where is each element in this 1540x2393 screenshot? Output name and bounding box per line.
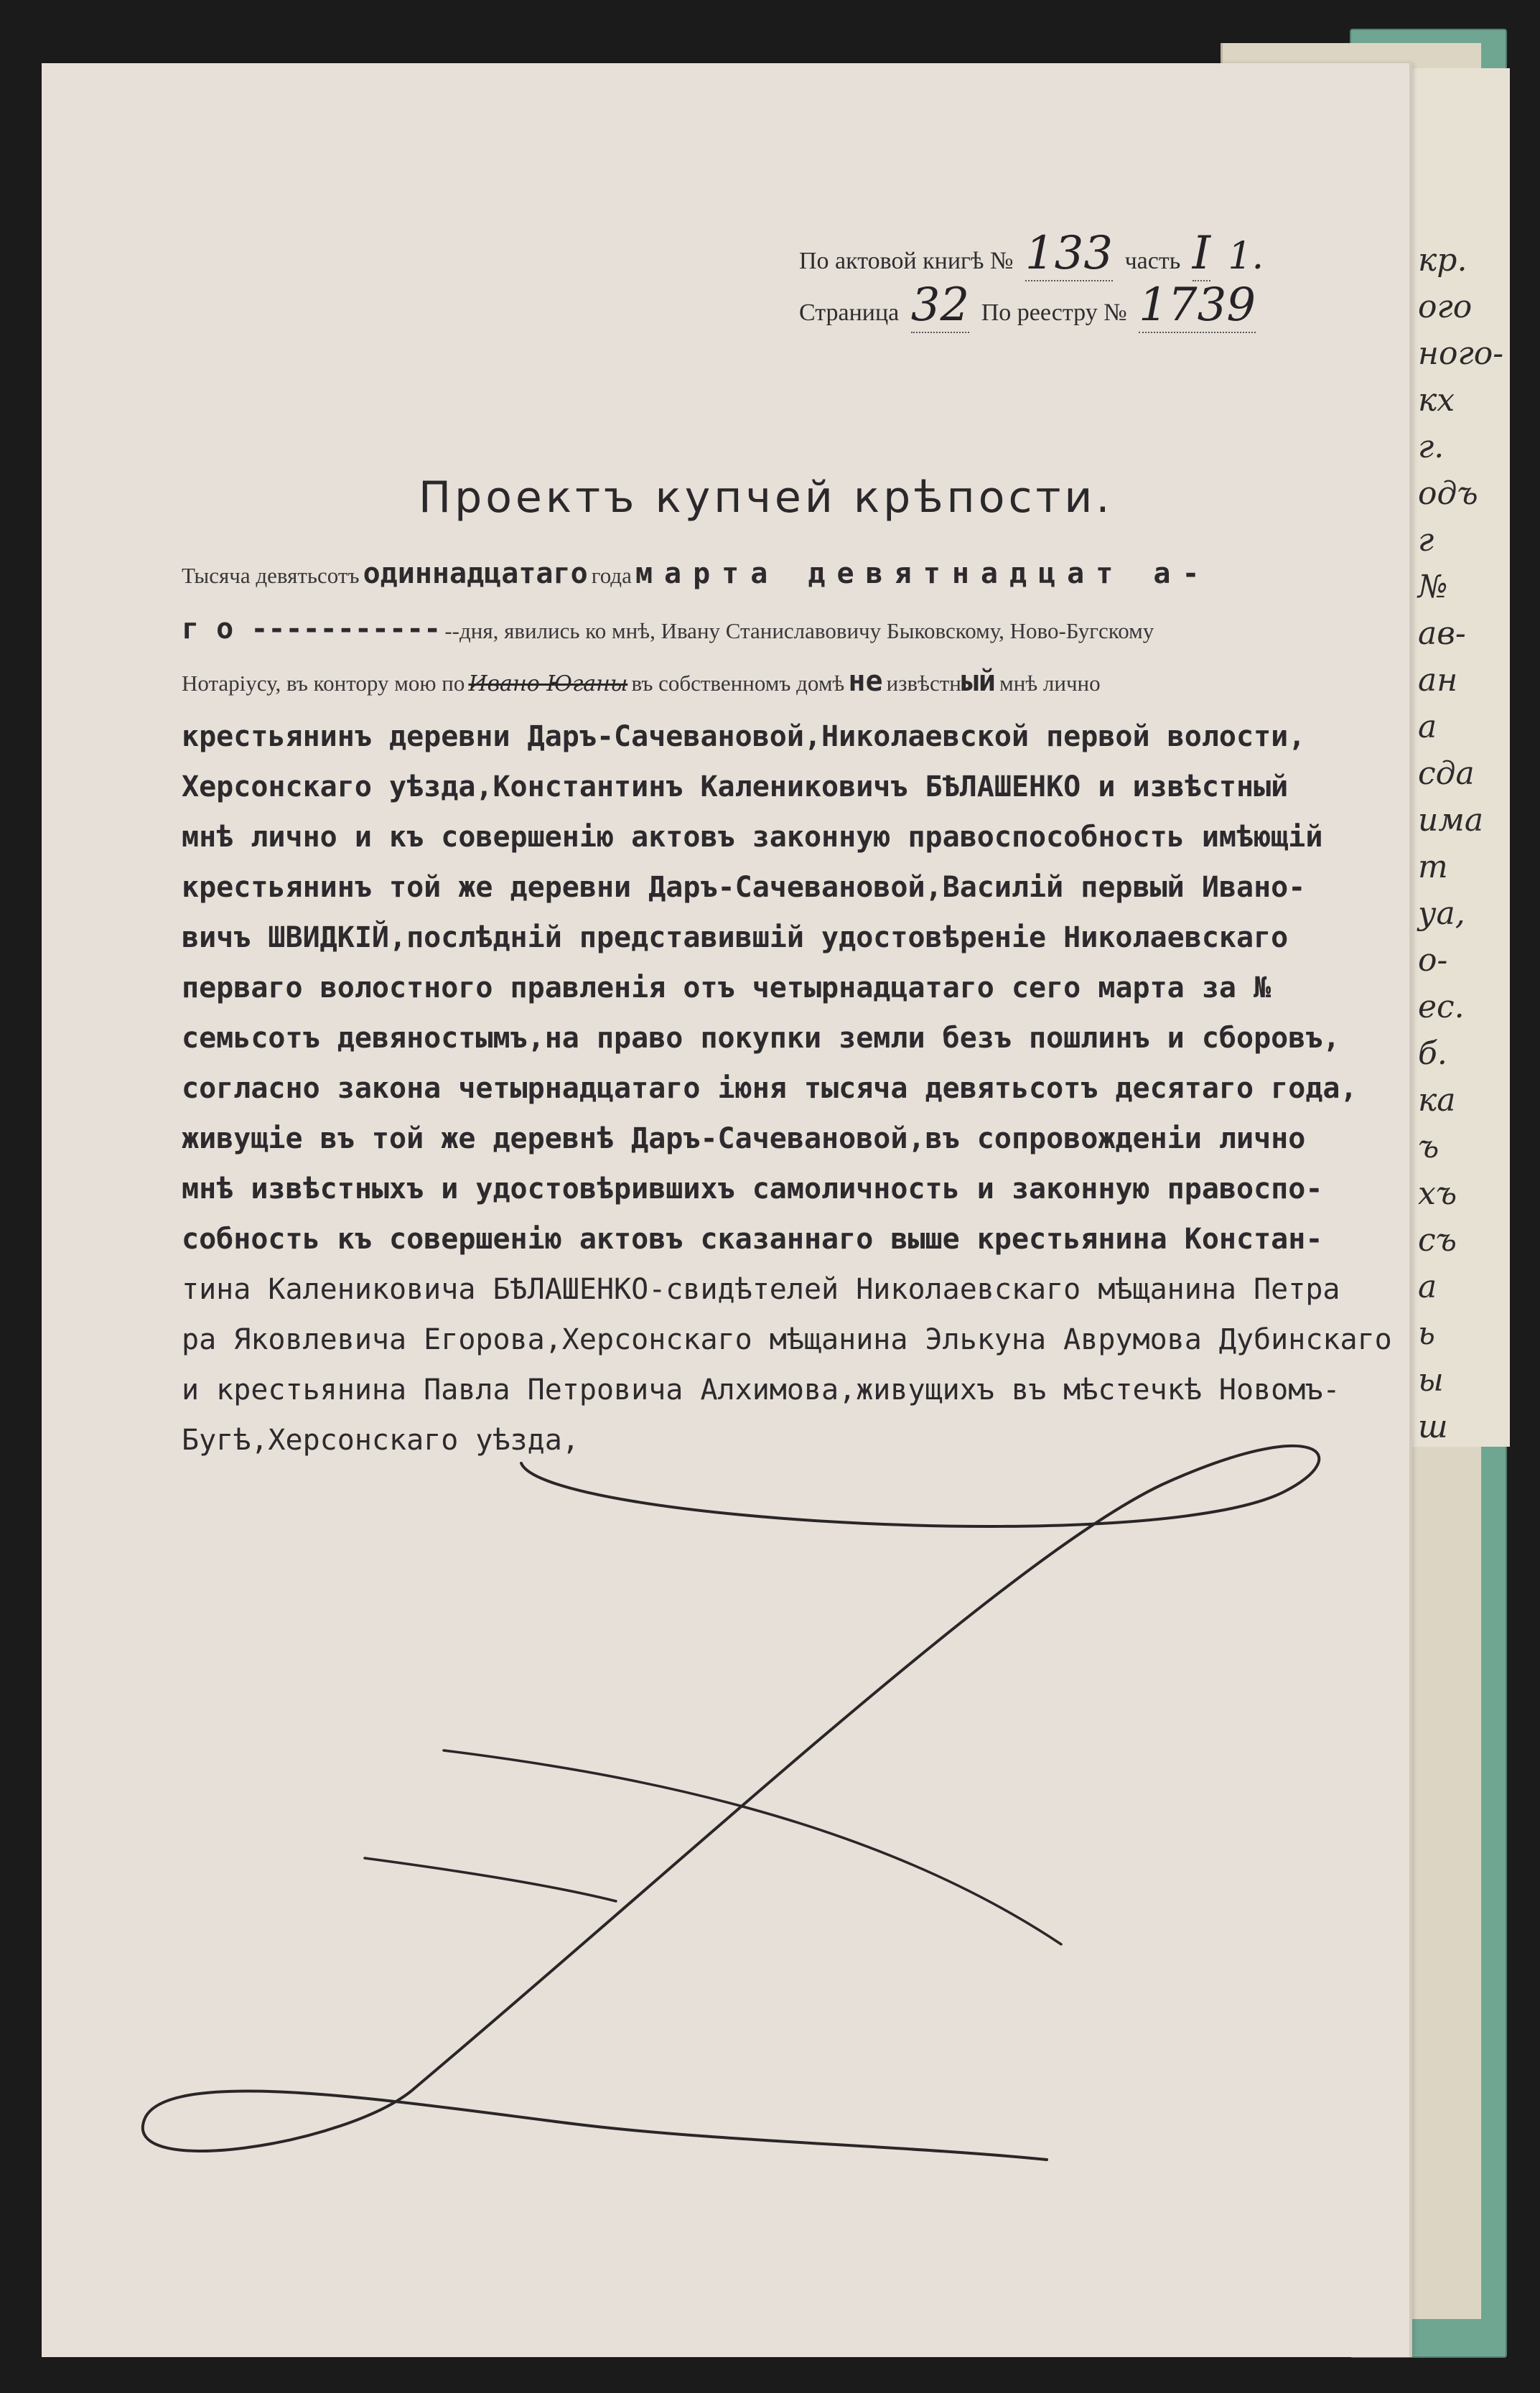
cross-stroke-lower	[365, 1858, 616, 1901]
margin-note: одъ	[1418, 475, 1478, 512]
printed-text: мнѣ лично	[999, 671, 1101, 696]
margin-note: кх	[1418, 382, 1455, 419]
part-value: I	[1192, 227, 1210, 280]
margin-note: ес.	[1418, 989, 1465, 1025]
page-label: Страница	[799, 299, 900, 326]
document-title: Проектъ купчей крѣпости.	[419, 472, 1114, 523]
text-line-3	[182, 665, 1101, 698]
text-line-16: ра Яковлевича Егорова,Херсонскаго мѣщанина Элькуна Аврумова Дубинскаго	[182, 1323, 1392, 1356]
margin-note: т	[1418, 849, 1448, 885]
corner-mark: 1.	[1228, 235, 1264, 278]
text-line-11: согласно закона четырнадцатаго іюня тысяча девятьсотъ десятаго года,	[182, 1072, 1358, 1105]
printed-text: Тысяча девятьсотъ	[182, 563, 360, 588]
text-line-5: Херсонскаго уѣзда,Константинъ Калениковичъ БѢЛАШЕНКО и извѣстный	[182, 770, 1289, 803]
margin-note: г.	[1418, 429, 1445, 465]
margin-note: а	[1418, 1269, 1437, 1305]
margin-note: ка	[1418, 1082, 1456, 1119]
margin-note: има	[1418, 802, 1484, 839]
printed-text: --дня, явились ко мнѣ, Ивану Станиславовичу Быковскому, Ново-Бугскому	[444, 618, 1154, 643]
cancellation-scribble	[42, 63, 1409, 2357]
typed-text: не	[848, 665, 883, 698]
typed-text: г о -----------	[182, 612, 442, 645]
document-page	[42, 63, 1412, 2357]
margin-note: а	[1418, 709, 1437, 745]
text-line-2	[182, 612, 1154, 645]
part-label: часть	[1124, 248, 1181, 274]
typed-text: одиннадцатаго	[363, 557, 588, 590]
printed-text: Нотаріусу, въ контору мою по	[182, 671, 465, 696]
printed-text: года	[591, 563, 632, 588]
margin-handwritten-notes	[1418, 237, 1504, 2175]
text-line-10: семьсотъ девяностымъ,на право покупки земли безъ пошлинъ и сборовъ,	[182, 1022, 1340, 1055]
text-line-18: Бугѣ,Херсонскаго уѣзда,	[182, 1424, 579, 1457]
text-line-8: вичъ ШВИДКІЙ,послѣдній представившій удостовѣреніе Николаевскаго	[182, 921, 1289, 954]
margin-note: съ	[1418, 1222, 1457, 1259]
registry-label: По реестру №	[981, 299, 1127, 326]
book-label: По актовой книгѣ №	[799, 248, 1014, 274]
text-line-13: мнѣ извѣстныхъ и удостовѣрившихъ самоличность и законную правоспо-	[182, 1172, 1323, 1205]
margin-note: сда	[1418, 755, 1475, 792]
page-registry-row	[799, 279, 1345, 333]
text-line-4: крестьянинъ деревни Даръ-Сачевановой,Николаевской первой волости,	[182, 720, 1306, 753]
margin-note: ы	[1418, 1362, 1444, 1399]
margin-note: №	[1418, 569, 1448, 605]
text-line-9: перваго волостного правленія отъ четырнадцатаго сего марта за №	[182, 971, 1271, 1004]
book-reference-row	[799, 227, 1345, 281]
margin-note: ъ	[1418, 1129, 1439, 1165]
margin-note: ш	[1418, 1409, 1448, 1445]
margin-note: ого	[1418, 289, 1473, 325]
text-line-12: живущіе въ той же деревнѣ Даръ-Сачевановой,въ сопровожденіи лично	[182, 1122, 1306, 1155]
cross-stroke-upper	[444, 1750, 1061, 1944]
registry-number: 1739	[1139, 279, 1256, 332]
printed-text: извѣстн	[886, 671, 961, 696]
margin-note: уа,	[1418, 895, 1465, 932]
text-line-14: собность къ совершенію актовъ сказаннаго выше крестьянина Констан-	[182, 1223, 1323, 1256]
z-stroke	[143, 1446, 1319, 2160]
margin-note: ав-	[1418, 615, 1466, 652]
text-line-15: тина Калениковича БѢЛАШЕНКО-свидѣтелей Николаевскаго мѣщанина Петра	[182, 1273, 1340, 1306]
typed-text: марта девятнадцат а-	[635, 557, 1211, 590]
handwritten-insert: Ивано Юганы	[468, 671, 628, 696]
margin-note: ного-	[1418, 335, 1504, 372]
margin-note: о-	[1418, 942, 1448, 979]
margin-note: ан	[1418, 662, 1458, 699]
printed-text: въ собственномъ домѣ	[631, 671, 845, 696]
text-line-6: мнѣ лично и къ совершенію актовъ законную правоспособность имѣющій	[182, 821, 1323, 854]
text-line-17: и крестьянина Павла Петровича Алхимова,живущихъ въ мѣстечкѣ Новомъ-	[182, 1373, 1340, 1407]
text-line-1	[182, 557, 1211, 590]
margin-note: хъ	[1418, 1175, 1457, 1212]
margin-note: б.	[1418, 1035, 1447, 1072]
text-line-7: крестьянинъ той же деревни Даръ-Сачевановой,Василій первый Ивано-	[182, 871, 1306, 904]
typed-text: ый	[961, 665, 997, 698]
margin-note: ь	[1418, 1315, 1435, 1352]
margin-note: кр.	[1418, 242, 1467, 279]
page-number: 32	[910, 279, 970, 332]
book-number: 133	[1025, 227, 1114, 280]
margin-note: г	[1418, 522, 1434, 559]
